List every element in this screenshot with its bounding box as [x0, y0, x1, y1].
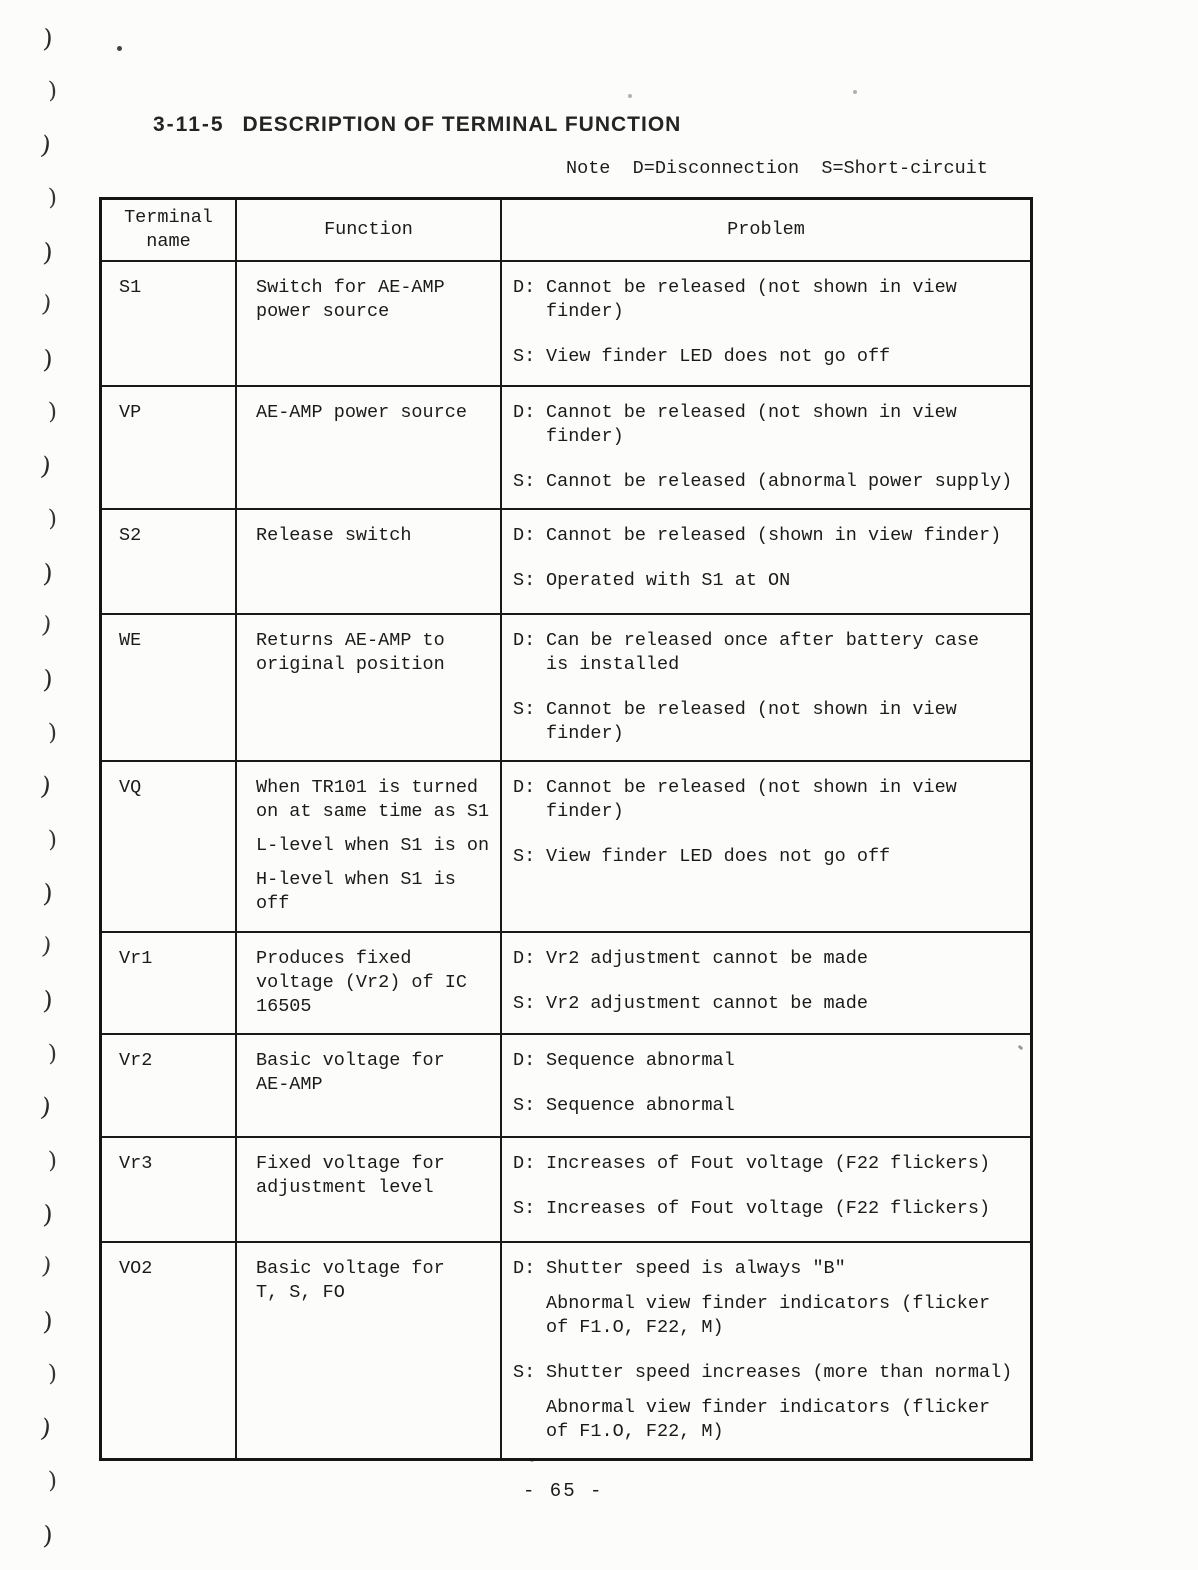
problem-label: S:	[513, 1198, 536, 1219]
problem-item	[513, 1361, 1028, 1444]
problem-cell	[502, 1243, 1030, 1458]
text-line: Produces fixed	[256, 948, 412, 969]
text-line: AE-AMP power source	[256, 402, 467, 423]
problem-paragraph	[513, 276, 1028, 324]
table-row	[102, 760, 1030, 931]
problem-label: S:	[513, 846, 536, 867]
table-row	[102, 260, 1030, 385]
problem-label: D:	[513, 1153, 536, 1174]
binding-mark: )	[47, 398, 57, 426]
text-line: original position	[256, 654, 445, 675]
problem-label: D:	[513, 1258, 536, 1279]
text-line: Shutter speed is always "B"	[546, 1258, 846, 1279]
function-paragraph	[256, 776, 496, 824]
text-line: Sequence abnormal	[546, 1050, 735, 1071]
text-line: Sequence abnormal	[546, 1095, 735, 1116]
problem-label: S:	[513, 699, 536, 720]
problem-paragraph	[513, 345, 1028, 369]
table-row	[102, 385, 1030, 508]
problem-label: D:	[513, 630, 536, 651]
terminal-name-cell: S1	[102, 262, 237, 385]
function-paragraph	[256, 947, 496, 1019]
problem-paragraph	[513, 698, 1028, 746]
text-line: off	[256, 893, 290, 914]
problem-item	[513, 569, 1028, 593]
function-paragraph	[256, 629, 496, 677]
text-line: Basic voltage for	[256, 1050, 445, 1071]
problem-item	[513, 524, 1028, 548]
problem-paragraph	[513, 524, 1028, 548]
problem-paragraph	[513, 1257, 1028, 1281]
binding-marks	[28, 23, 68, 1550]
problem-cell	[502, 933, 1030, 1033]
function-paragraph	[256, 834, 496, 858]
text-line: voltage (Vr2) of IC	[256, 972, 467, 993]
problem-label: S:	[513, 1362, 536, 1383]
text-line: Fixed voltage for	[256, 1153, 445, 1174]
problem-item	[513, 1197, 1028, 1221]
problem-item	[513, 776, 1028, 824]
text-line: adjustment level	[256, 1177, 434, 1198]
table-row	[102, 613, 1030, 760]
text-line: H-level when S1 is	[256, 869, 456, 890]
text-line: Cannot be released (abnormal power supply)	[546, 471, 1013, 492]
scan-speck	[628, 94, 632, 98]
function-paragraph	[256, 868, 496, 916]
problem-item	[513, 845, 1028, 869]
binding-mark: )	[42, 1520, 54, 1550]
function-cell	[237, 933, 502, 1033]
terminal-name-cell: WE	[102, 615, 237, 760]
page-number: - 65 -	[523, 1480, 604, 1502]
binding-mark: )	[39, 612, 53, 640]
problem-cell	[502, 615, 1030, 760]
problem-label: D:	[513, 402, 536, 423]
text-line: AE-AMP	[256, 1074, 323, 1095]
binding-mark: )	[38, 771, 54, 802]
text-line: Release switch	[256, 525, 412, 546]
binding-mark: )	[42, 1306, 54, 1337]
text-line: Cannot be released (not shown in view	[546, 699, 957, 720]
text-line: Vr2 adjustment cannot be made	[546, 993, 868, 1014]
binding-mark: )	[38, 450, 54, 481]
function-cell	[237, 1035, 502, 1136]
problem-item	[513, 947, 1028, 971]
text-line: finder)	[546, 801, 624, 822]
problem-label: S:	[513, 1095, 536, 1116]
binding-mark: )	[47, 719, 57, 746]
problem-paragraph	[513, 1197, 1028, 1221]
binding-mark: )	[47, 1147, 57, 1174]
problem-item	[513, 1049, 1028, 1073]
problem-cell	[502, 1035, 1030, 1136]
problem-cell	[502, 510, 1030, 613]
text-line: Abnormal view finder indicators (flicker	[546, 1397, 991, 1418]
header-problem: Problem	[727, 219, 805, 240]
header-terminal-name: Terminal name	[102, 200, 237, 260]
problem-cell	[502, 762, 1030, 931]
text-line: is installed	[546, 654, 680, 675]
problem-label: S:	[513, 570, 536, 591]
problem-item	[513, 470, 1028, 494]
table-row	[102, 1241, 1030, 1458]
text-line: Increases of Fout voltage (F22 flickers)	[546, 1198, 991, 1219]
scan-speck	[117, 46, 122, 51]
binding-mark: )	[42, 237, 54, 268]
binding-mark: )	[42, 23, 54, 54]
binding-mark: )	[47, 1467, 57, 1495]
function-paragraph	[256, 276, 496, 324]
problem-paragraph	[513, 947, 1028, 971]
table-row	[102, 1136, 1030, 1241]
text-line: of F1.O, F22, M)	[546, 1421, 724, 1442]
header-function: Function	[237, 200, 502, 260]
binding-mark: )	[42, 558, 54, 588]
problem-label: D:	[513, 277, 536, 298]
text-line: T, S, FO	[256, 1282, 345, 1303]
binding-mark: )	[47, 1361, 57, 1388]
function-cell	[237, 1138, 502, 1241]
section-number: 3-11-5	[153, 113, 225, 136]
problem-label: D:	[513, 948, 536, 969]
table-header-row	[102, 200, 1030, 260]
problem-item	[513, 1094, 1028, 1118]
binding-mark: )	[39, 1253, 53, 1281]
text-line: Cannot be released (not shown in view	[546, 777, 957, 798]
function-cell	[237, 762, 502, 931]
terminal-name-cell: VP	[102, 387, 237, 508]
terminal-name-cell: VO2	[102, 1243, 237, 1458]
table-row	[102, 931, 1030, 1033]
binding-mark: )	[42, 1199, 54, 1230]
problem-paragraph	[513, 401, 1028, 449]
binding-mark: )	[42, 985, 54, 1016]
function-cell	[237, 615, 502, 760]
terminal-function-table	[99, 197, 1033, 1461]
function-cell	[237, 1243, 502, 1458]
text-line: Vr2 adjustment cannot be made	[546, 948, 868, 969]
binding-mark: )	[38, 130, 54, 161]
binding-mark: )	[39, 291, 53, 319]
binding-mark: )	[47, 185, 57, 212]
text-line: Increases of Fout voltage (F22 flickers)	[546, 1153, 991, 1174]
section-heading	[153, 113, 681, 137]
problem-paragraph	[513, 1292, 1028, 1340]
problem-item	[513, 629, 1028, 677]
problem-paragraph	[513, 1094, 1028, 1118]
problem-cell	[502, 387, 1030, 508]
problem-label: D:	[513, 1050, 536, 1071]
binding-mark: )	[39, 932, 53, 960]
function-paragraph	[256, 524, 496, 548]
text-line: Cannot be released (not shown in view	[546, 277, 957, 298]
problem-paragraph	[513, 1361, 1028, 1385]
function-paragraph	[256, 401, 496, 425]
section-title: DESCRIPTION OF TERMINAL FUNCTION	[242, 113, 682, 136]
problem-item	[513, 698, 1028, 746]
binding-mark: )	[47, 78, 57, 105]
problem-paragraph	[513, 1049, 1028, 1073]
terminal-name-cell: VQ	[102, 762, 237, 931]
terminal-name-cell: Vr2	[102, 1035, 237, 1136]
text-line: Cannot be released (not shown in view	[546, 402, 957, 423]
binding-mark: )	[38, 1412, 54, 1444]
binding-mark: )	[42, 344, 54, 375]
text-line: finder)	[546, 301, 624, 322]
text-line: Abnormal view finder indicators (flicker	[546, 1293, 991, 1314]
binding-mark: )	[42, 878, 54, 909]
text-line: power source	[256, 301, 390, 322]
problem-label: S:	[513, 993, 536, 1014]
problem-cell	[502, 262, 1030, 385]
problem-item	[513, 992, 1028, 1016]
problem-paragraph	[513, 1396, 1028, 1444]
problem-paragraph	[513, 470, 1028, 494]
problem-item	[513, 1152, 1028, 1176]
problem-paragraph	[513, 629, 1028, 677]
text-line: Switch for AE-AMP	[256, 277, 445, 298]
problem-paragraph	[513, 845, 1028, 869]
problem-item	[513, 401, 1028, 449]
problem-label: D:	[513, 525, 536, 546]
problem-paragraph	[513, 992, 1028, 1016]
function-cell	[237, 262, 502, 385]
function-cell	[237, 387, 502, 508]
text-line: When TR101 is turned	[256, 777, 479, 798]
text-line: finder)	[546, 723, 624, 744]
terminal-name-cell: Vr3	[102, 1138, 237, 1241]
problem-paragraph	[513, 569, 1028, 593]
binding-mark: )	[47, 505, 57, 533]
function-paragraph	[256, 1049, 496, 1097]
problem-item	[513, 1257, 1028, 1340]
terminal-name-cell: S2	[102, 510, 237, 613]
text-line: Cannot be released (shown in view finder)	[546, 525, 1002, 546]
terminal-name-cell: Vr1	[102, 933, 237, 1033]
problem-label: S:	[513, 346, 536, 367]
binding-mark: )	[47, 1040, 57, 1067]
function-paragraph	[256, 1152, 496, 1200]
text-line: Returns AE-AMP to	[256, 630, 445, 651]
table-row	[102, 1033, 1030, 1136]
text-line: Can be released once after battery case	[546, 630, 979, 651]
problem-cell	[502, 1138, 1030, 1241]
text-line: of F1.O, F22, M)	[546, 1317, 724, 1338]
scan-speck	[853, 90, 857, 94]
text-line: on at same time as S1	[256, 801, 490, 822]
text-line: View finder LED does not go off	[546, 346, 891, 367]
binding-mark: )	[38, 1092, 54, 1123]
problem-label: S:	[513, 471, 536, 492]
binding-mark: )	[47, 826, 57, 853]
problem-item	[513, 345, 1028, 369]
problem-item	[513, 276, 1028, 324]
function-paragraph	[256, 1257, 496, 1305]
problem-paragraph	[513, 1152, 1028, 1176]
table-body	[102, 260, 1030, 1458]
binding-mark: )	[42, 665, 54, 695]
legend-note: Note D=Disconnection S=Short-circuit	[566, 158, 988, 179]
problem-paragraph	[513, 776, 1028, 824]
problem-label: D:	[513, 777, 536, 798]
text-line: L-level when S1 is on	[256, 835, 490, 856]
text-line: finder)	[546, 426, 624, 447]
table-row	[102, 508, 1030, 613]
text-line: 16505	[256, 996, 312, 1017]
text-line: Operated with S1 at ON	[546, 570, 791, 591]
text-line: View finder LED does not go off	[546, 846, 891, 867]
text-line: Basic voltage for	[256, 1258, 445, 1279]
text-line: Shutter speed increases (more than normal)	[546, 1362, 1013, 1383]
function-cell	[237, 510, 502, 613]
